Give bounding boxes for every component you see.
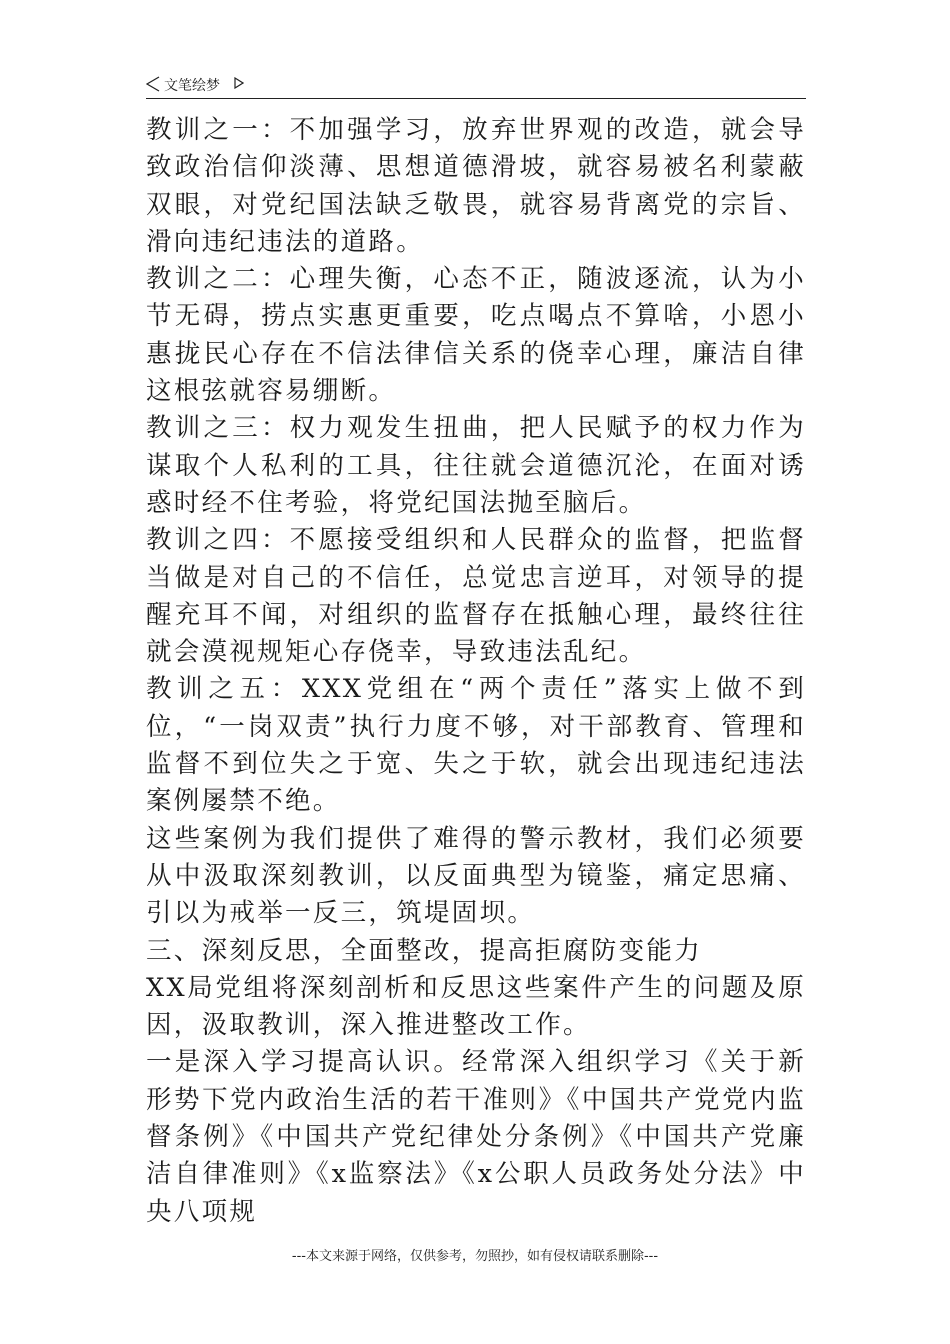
footer-notice: ---本文来源于网络，仅供参考，勿照抄，如有侵权请联系删除--- [291, 1249, 659, 1264]
paragraph-warning-cases: 这些案例为我们提供了难得的警示教材，我们必须要从中汲取深刻教训，以反面典型为镜鉴，痛定思痛、引以为戒举一反三，筑堤固坝。 [146, 823, 806, 929]
paragraph-lesson-2: 教训之二：心理失衡，心态不正，随波逐流，认为小节无碍，捞点实惠更重要，吃点喝点不算啥，小恩小惠拢民心存在不信法律信关系的侥幸心理，廉洁自律这根弦就容易绷断。 [146, 264, 806, 407]
paragraph-rectification: XX局党组将深刻剖析和反思这些案件产生的问题及原因，汲取教训，深入推进整改工作。 [146, 972, 806, 1041]
right-triangle-icon [234, 77, 244, 89]
document-body [146, 112, 806, 1231]
header-brand: 文笔绘梦 [164, 78, 220, 94]
paragraph-lesson-3: 教训之三：权力观发生扭曲，把人民赋予的权力作为谋取个人私利的工具，往往就会道德沉沦，在面对诱惑时经不住考验，将党纪国法抛至脑后。 [146, 413, 806, 518]
paragraph-lesson-1: 教训之一：不加强学习，放弃世界观的改造，就会导致政治信仰淡薄、思想道德滑坡，就容易被名利蒙蔽双眼，对党纪国法缺乏敬畏，就容易背离党的宗旨、滑向违纪违法的道路。 [146, 115, 806, 257]
paragraph-lesson-5: 教训之五：XXX党组在“两个责任”落实上做不到位，“一岗双责”执行力度不够，对干部教育、管理和监督不到位失之于宽、失之于软，就会出现违纪违法案例屡禁不绝。 [146, 674, 806, 817]
section-heading-3: 三、深刻反思，全面整改，提高拒腐防变能力 [146, 935, 703, 966]
paragraph-study: 一是深入学习提高认识。经常深入组织学习《关于新形势下党内政治生活的若干准则》《中国共产党党内监督条例》《中国共产党纪律处分条例》《中国共产党廉洁自律准则》《x监察法》《x公职人员政务处分法》中央八项规 [146, 1047, 806, 1227]
page-header [146, 72, 806, 99]
left-triangle-icon [146, 76, 160, 92]
paragraph-lesson-4: 教训之四：不愿接受组织和人民群众的监督，把监督当做是对自己的不信任，总觉忠言逆耳，对领导的提醒充耳不闻，对组织的监督存在抵触心理，最终往往就会漠视规矩心存侥幸，导致违法乱纪。 [146, 525, 806, 668]
